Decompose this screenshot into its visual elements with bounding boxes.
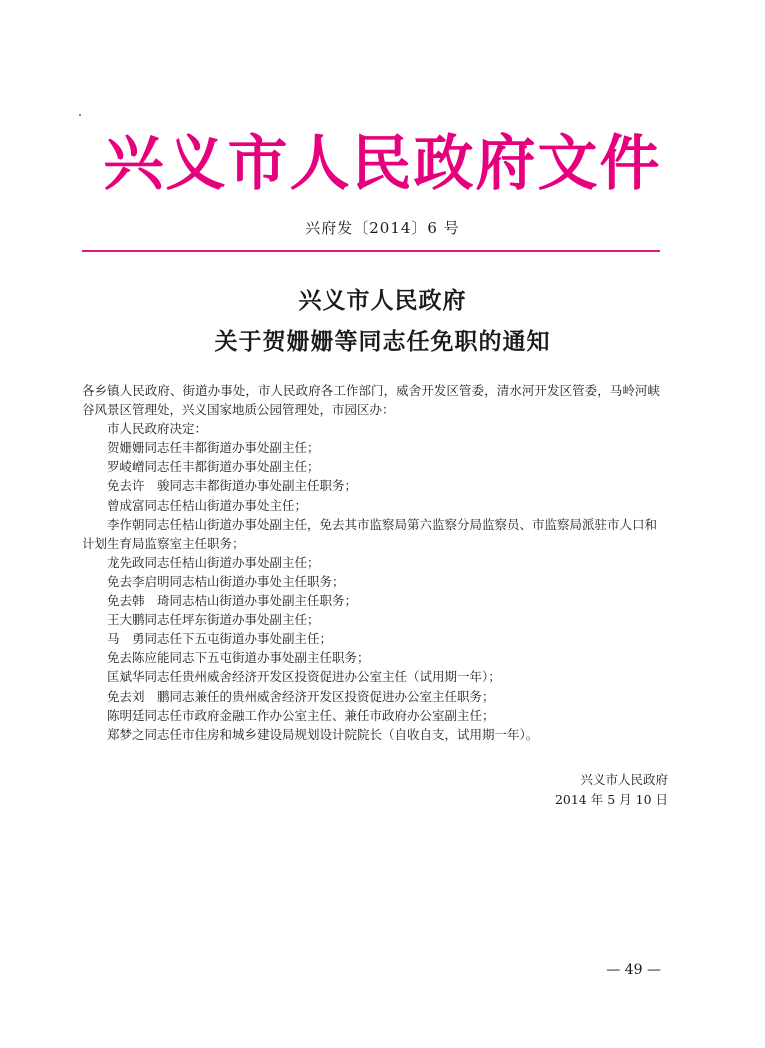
decision-intro: 市人民政府决定： — [107, 421, 208, 437]
scan-speck — [79, 114, 81, 116]
appointment-item: 李作朝同志任桔山街道办事处副主任，免去其市监察局第六监察分局监察员、市监察局派驻市人口和计划生育局监察室主任职务； — [82, 516, 658, 551]
notice-title-line-1: 兴义市人民政府 — [298, 287, 467, 314]
appointment-item: 龙先政同志任桔山街道办事处副主任； — [107, 554, 320, 570]
issue-date: 2014 年 5 月 10 日 — [554, 792, 668, 807]
appointment-item: 王大鹏同志任坪东街道办事处副主任； — [107, 612, 320, 628]
notice-title-line-2: 关于贺姗姗等同志任免职的通知 — [214, 328, 551, 355]
appointment-item: 陈明廷同志任市政府金融工作办公室主任、兼任市政府办公室副主任； — [107, 707, 495, 723]
appointment-item: 免去陈应能同志下五屯街道办事处副主任职务； — [107, 650, 370, 666]
appointment-item: 曾成富同志任桔山街道办事处主任； — [107, 497, 308, 513]
page-number: — 49 — — [606, 962, 661, 978]
appointment-item: 免去刘 鹏同志兼任的贵州威舍经济开发区投资促进办公室主任职务； — [107, 688, 495, 704]
appointment-item: 马 勇同志任下五屯街道办事处副主任； — [107, 631, 333, 647]
appointment-item: 罗崚嶒同志任丰都街道办事处副主任； — [107, 459, 320, 475]
appointment-item: 匡斌华同志任贵州威舍经济开发区投资促进办公室主任（试用期一年）； — [107, 669, 501, 685]
issuing-authority: 兴义市人民政府 — [580, 772, 668, 787]
notice-body — [82, 381, 660, 744]
appointment-item: 免去许 骏同志丰都街道办事处副主任职务； — [107, 478, 358, 494]
red-divider-line — [82, 250, 660, 252]
appointment-item: 郑梦之同志任市住房和城乡建设局规划设计院院长（自收自支，试用期一年）。 — [107, 726, 539, 742]
appointment-item: 贺姗姗同志任丰都街道办事处副主任； — [107, 440, 320, 456]
addressee-paragraph: 各乡镇人民政府、街道办事处，市人民政府各工作部门，威舍开发区管委，清水河开发区管委，马岭河峡谷风景区管理处，兴义国家地质公园管理处，市园区办： — [82, 383, 660, 418]
document-number: 兴府发〔2014〕6 号 — [305, 219, 460, 237]
appointment-item: 免去韩 琦同志桔山街道办事处副主任职务； — [107, 593, 358, 609]
masthead-title: 兴义市人民政府文件 — [103, 129, 662, 199]
appointment-item: 免去李启明同志桔山街道办事处主任职务； — [107, 573, 345, 589]
